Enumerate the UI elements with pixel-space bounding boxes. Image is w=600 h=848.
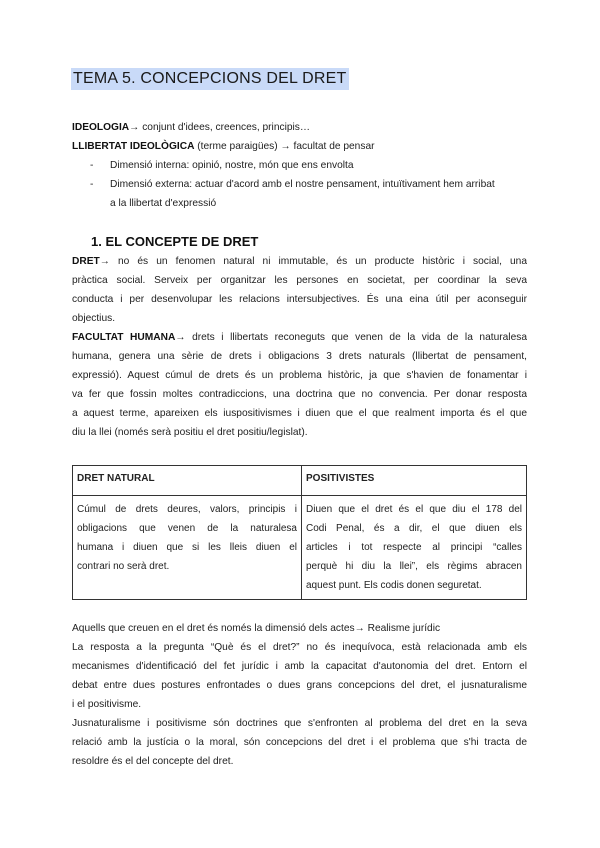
- paragraph-line: conducta i per desenvolupar les relacions intersubjectives. És una eina útil per aconseguir: [72, 294, 527, 305]
- paragraph-line: [72, 328, 527, 347]
- cell-line: humana i diuen que si les lleis diuen el: [77, 542, 297, 553]
- paragraph-line: resoldre és el del concepte del dret.: [72, 756, 234, 767]
- section-heading: 1. EL CONCEPTE DE DRET: [91, 234, 259, 249]
- llibertat-definition: (terme paraigües) → facultat de pensar: [194, 141, 375, 152]
- table-header-dret-natural: DRET NATURAL: [73, 466, 302, 496]
- paragraph-line: humana, genera una sèrie de drets i obligacions 3 drets naturals (llibertat de pensament,: [72, 351, 527, 362]
- facultat-term: FACULTAT HUMANA: [72, 332, 176, 343]
- paragraph-line: expressió). Aquest cúmul de drets és un problema històric, ja que s'havien de fonamentar i: [72, 370, 527, 381]
- cell-line: obligacions que venen de la naturalesa: [77, 523, 297, 534]
- cell-line: contrari no serà dret.: [77, 561, 170, 572]
- ideologia-definition: → conjunt d'idees, creences, principis…: [129, 122, 311, 133]
- table-header-positivistes: POSITIVISTES: [302, 466, 527, 496]
- table-cell-positivistes: [302, 496, 527, 600]
- ideologia-line: [72, 118, 310, 137]
- paragraph-line: diu la llei (només serà positiu el dret positiu/legislat).: [72, 427, 308, 438]
- realisme-line: Aquells que creuen en el dret és només la dimensió dels actes→ Realisme jurídic: [72, 623, 441, 634]
- paragraph-line: va fer que fossin moltes contradiccions, una doctrina que no convencia. Per donar resposta: [72, 389, 527, 400]
- llibertat-line: [72, 137, 375, 156]
- table-header-row: [73, 466, 527, 496]
- paragraph-line: i el positivisme.: [72, 699, 142, 710]
- table-row: [73, 496, 527, 600]
- cell-line: aquest punt. Els codis donen seguretat.: [306, 580, 482, 591]
- ideologia-term: IDEOLOGIA: [72, 122, 130, 133]
- page-title: TEMA 5. CONCEPCIONS DEL DRET: [71, 68, 349, 90]
- paragraph-line: Jusnaturalisme i positivisme són doctrines que s'enfronten al problema del dret en la seva: [72, 718, 527, 729]
- bullet-dash: -: [90, 179, 94, 190]
- cell-line: articles i tot respecte al principi “calles: [306, 542, 522, 553]
- paragraph-line: pràctica social. Serveix per organitzar les persones en societat, per coordinar la seva: [72, 275, 527, 286]
- llibertat-term: LLIBERTAT IDEOLÒGICA: [72, 141, 195, 152]
- bullet-dash: -: [90, 160, 94, 171]
- comparison-table: [72, 465, 527, 600]
- cell-line: Cúmul de drets deures, valors, principis i: [77, 504, 297, 515]
- facultat-text: → drets i llibertats reconeguts que venen de la vida de la naturalesa: [175, 332, 527, 343]
- dret-term: DRET: [72, 256, 100, 267]
- table-cell-dret-natural: [73, 496, 302, 600]
- bullet-item: Dimensió interna: opinió, nostre, món que ens envolta: [110, 160, 354, 171]
- cell-line: Diuen que el dret és el que diu el 178 del: [306, 504, 522, 515]
- dret-text: → no és un fenomen natural ni immutable, és un producte històric i social, una: [99, 256, 527, 267]
- bullet-item-continuation: a la llibertat d'expressió: [110, 198, 217, 209]
- bullet-item: Dimensió externa: actuar d'acord amb el nostre pensament, intuïtivament hem arribat: [110, 179, 495, 190]
- paragraph-line: mecanismes d'identificació del fet jurídic i amb la capacitat d'autonomia del dret. Entorn el: [72, 661, 527, 672]
- paragraph-line: debat entre dues postures enfrontades o dues grans concepcions del dret, el jusnaturalisme: [72, 680, 527, 691]
- paragraph-line: objectius.: [72, 313, 116, 324]
- cell-line: Codi Penal, és a dir, el que diuen els: [306, 523, 522, 534]
- paragraph-line: [72, 252, 527, 271]
- paragraph-line: a aquest terme, apareixen els iuspositivismes i diuen que el que realment importa és el que: [72, 408, 527, 419]
- paragraph-line: relació amb la justícia o la moral, són concepcions del dret i el problema que s'hi tracta de: [72, 737, 527, 748]
- cell-line: perquè hi diu la llei”, els règims abracen: [306, 561, 522, 572]
- paragraph-line: La resposta a la pregunta “Què és el dret?” no és inequívoca, està relacionada amb els: [72, 642, 527, 653]
